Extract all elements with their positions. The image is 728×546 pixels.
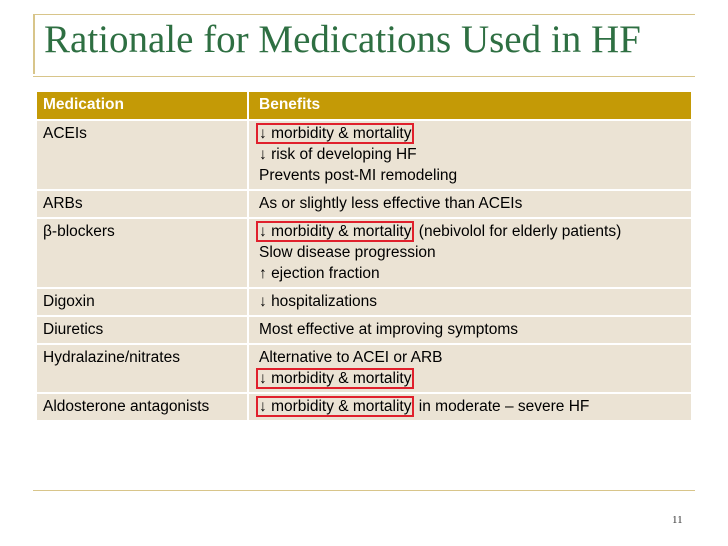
- table-row: [37, 316, 691, 344]
- benefits-cell: [248, 344, 691, 393]
- benefit-text: As or slightly less effective than ACEIs: [259, 195, 523, 212]
- table-row: [37, 190, 691, 218]
- benefit-text: (nebivolol for elderly patients): [418, 223, 622, 240]
- benefit-line: [259, 319, 691, 340]
- table-row: [37, 288, 691, 316]
- benefits-cell: [248, 288, 691, 316]
- benefits-cell: [248, 316, 691, 344]
- footer-rule: [33, 490, 695, 491]
- medication-cell: Diuretics: [37, 316, 248, 344]
- medication-cell: ARBs: [37, 190, 248, 218]
- benefit-line: [259, 396, 691, 417]
- table-row: [37, 393, 691, 421]
- benefits-cell: [248, 190, 691, 218]
- benefit-text: Alternative to ACEI or ARB: [259, 349, 443, 366]
- arrow-icon: ↓: [259, 146, 267, 163]
- benefits-cell: [248, 120, 691, 190]
- highlighted-text: morbidity & mortality: [271, 398, 412, 415]
- table-row: [37, 344, 691, 393]
- highlighted-text: morbidity & mortality: [271, 223, 412, 240]
- benefit-line: [259, 193, 691, 214]
- benefit-text: hospitalizations: [271, 293, 378, 310]
- page-number: 11: [672, 514, 683, 526]
- header-benefits: Benefits: [248, 92, 691, 120]
- benefit-text: Slow disease progression: [259, 244, 436, 261]
- benefit-line: [259, 144, 691, 165]
- highlight-box: [256, 396, 414, 417]
- medication-cell: ACEIs: [37, 120, 248, 190]
- medication-cell: Digoxin: [37, 288, 248, 316]
- highlighted-text: morbidity & mortality: [271, 125, 412, 142]
- medication-cell: Hydralazine/nitrates: [37, 344, 248, 393]
- highlight-box: [256, 221, 414, 242]
- slide-title: Rationale for Medications Used in HF: [44, 18, 641, 61]
- highlight-box: [256, 368, 414, 389]
- title-underline-rule: [33, 76, 695, 77]
- benefit-line: [259, 347, 691, 368]
- benefit-line: [259, 123, 691, 144]
- benefit-text: in moderate – severe HF: [418, 398, 590, 415]
- arrow-icon: ↓: [259, 370, 267, 387]
- benefit-text: Most effective at improving symptoms: [259, 321, 518, 338]
- benefit-text: Prevents post-MI remodeling: [259, 167, 458, 184]
- benefit-line: [259, 221, 691, 242]
- benefit-line: [259, 263, 691, 284]
- header-medication: Medication: [37, 92, 248, 120]
- table-body: [37, 120, 691, 421]
- arrow-icon: ↑: [259, 265, 267, 282]
- benefit-line: [259, 291, 691, 312]
- table-header-row: [37, 92, 691, 120]
- frame-top-rule: [33, 14, 695, 15]
- highlighted-text: morbidity & mortality: [271, 370, 412, 387]
- medications-table: [37, 92, 691, 422]
- arrow-icon: ↓: [259, 223, 267, 240]
- arrow-icon: ↓: [259, 293, 267, 310]
- benefits-cell: [248, 218, 691, 288]
- table-row: [37, 218, 691, 288]
- benefit-line: [259, 242, 691, 263]
- arrow-icon: ↓: [259, 398, 267, 415]
- benefits-cell: [248, 393, 691, 421]
- medication-cell: Aldosterone antagonists: [37, 393, 248, 421]
- frame-left-rule: [33, 14, 35, 74]
- table-row: [37, 120, 691, 190]
- benefit-line: [259, 368, 691, 389]
- arrow-icon: ↓: [259, 125, 267, 142]
- benefit-text: ejection fraction: [271, 265, 380, 282]
- benefit-text: risk of developing HF: [271, 146, 417, 163]
- medication-cell: β-blockers: [37, 218, 248, 288]
- highlight-box: [256, 123, 414, 144]
- benefit-line: [259, 165, 691, 186]
